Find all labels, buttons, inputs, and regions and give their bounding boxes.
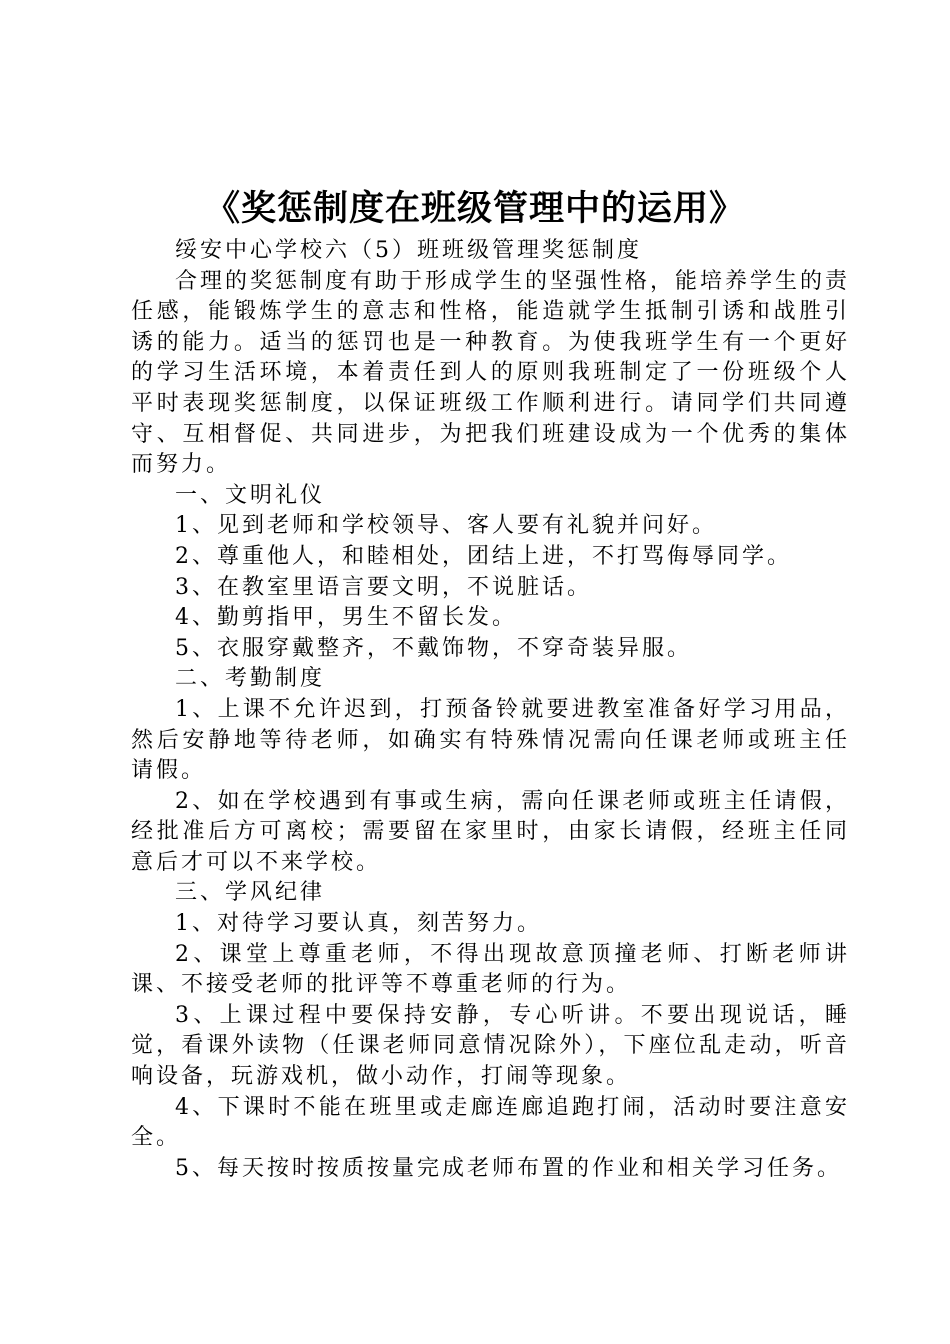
list-item: 4、勤剪指甲，男生不留长发。 xyxy=(175,605,517,631)
list-item: 1、对待学习要认真，刻苦努力。 xyxy=(175,911,542,937)
document-body xyxy=(131,236,850,1184)
list-item: 1、上课不允许迟到，打预备铃就要进教室准备好学习用品，然后安静地等待老师，如确实有特殊情况需向任课老师或班主任请假。 xyxy=(131,696,850,784)
document-subtitle: 绥安中心学校六（5）班班级管理奖惩制度 xyxy=(175,238,642,263)
list-item: 3、在教室里语言要文明，不说脏话。 xyxy=(175,574,592,600)
section-heading-discipline: 三、学风纪律 xyxy=(175,880,326,906)
list-item: 2、尊重他人，和睦相处，团结上进，不打骂侮辱同学。 xyxy=(175,543,792,569)
list-item: 3、上课过程中要保持安静，专心听讲。不要出现说话，睡觉，看课外读物（任课老师同意情况除外），下座位乱走动，听音响设备，玩游戏机，做小动作，打闹等现象。 xyxy=(131,1002,850,1090)
list-item: 5、每天按时按质按量完成老师布置的作业和相关学习任务。 xyxy=(175,1155,842,1181)
list-item: 5、衣服穿戴整齐，不戴饰物，不穿奇装异服。 xyxy=(175,635,692,661)
list-item: 2、课堂上尊重老师，不得出现故意顶撞老师、打断老师讲课、不接受老师的批评等不尊重老师的行为。 xyxy=(131,941,850,998)
document-title: 《奖惩制度在班级管理中的运用》 xyxy=(204,188,745,229)
list-item: 2、如在学校遇到有事或生病，需向任课老师或班主任请假，经批准后方可离校；需要留在家里时，由家长请假，经班主任同意后才可以不来学校。 xyxy=(131,788,850,875)
intro-paragraph: 合理的奖惩制度有助于形成学生的坚强性格，能培养学生的责任感，能锻炼学生的意志和性格，能造就学生抵制引诱和战胜引诱的能力。适当的惩罚也是一种教育。为使我班学生有一个更好的学习生活环境，本着责任到人的原则我班制定了一份班级个人平时表现奖惩制度，以保证班级工作顺利进行。请同学们共同遵守、互相督促、共同进步，为把我们班建设成为一个优秀的集体而努力。 xyxy=(131,268,851,478)
list-item: 4、下课时不能在班里或走廊连廊追跑打闹，活动时要注意安全。 xyxy=(131,1094,850,1151)
section-heading-attendance: 二、考勤制度 xyxy=(175,666,326,692)
list-item: 1、见到老师和学校领导、客人要有礼貌并问好。 xyxy=(175,513,717,539)
section-heading-etiquette: 一、文明礼仪 xyxy=(175,482,326,508)
